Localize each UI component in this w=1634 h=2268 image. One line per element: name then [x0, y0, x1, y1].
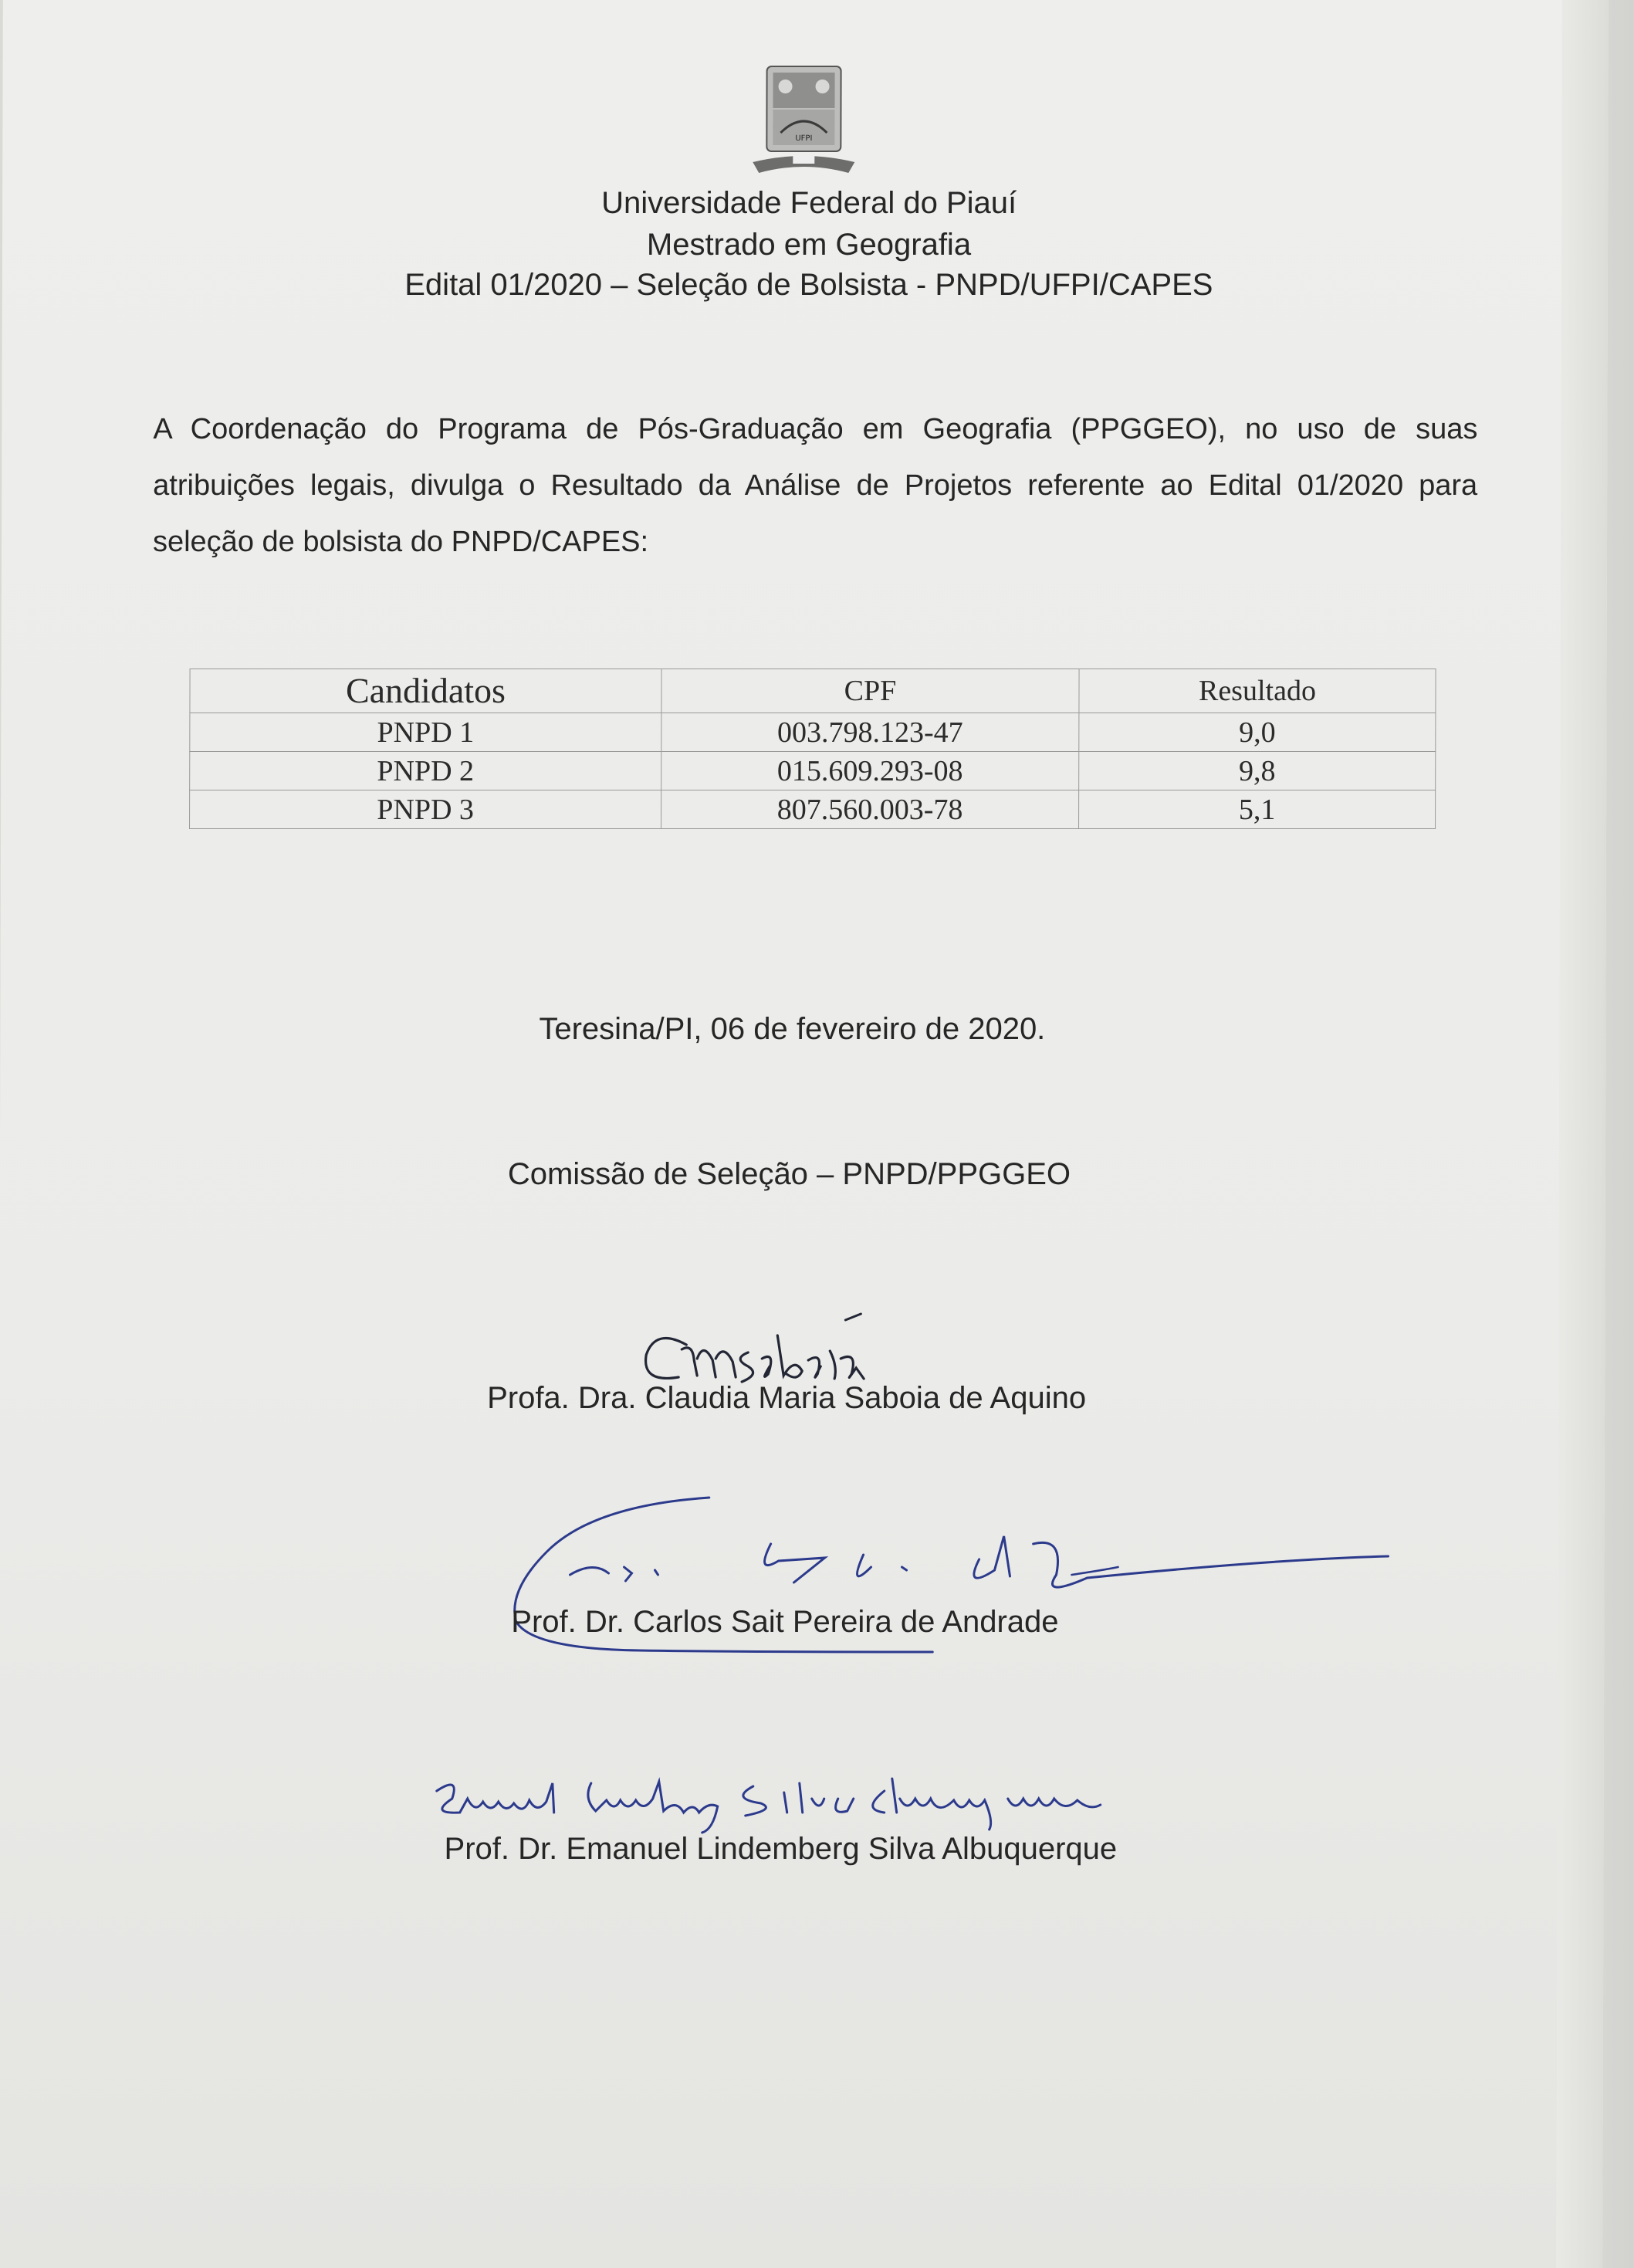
announcement-paragraph: A Coordenação do Programa de Pós-Graduação em Geografia (PPGGEO), no uso de suas atribuições legais, divulga o Resultado da Análise de Projetos referente ao Edital 01/2020 para seleção de bolsista do PNPD/CAPES: [152, 413, 1478, 558]
signatory-name-1: Profa. Dra. Claudia Maria Saboia de Aquino [487, 1381, 1087, 1415]
table-row [190, 752, 1436, 790]
edital-title: Edital 01/2020 – Seleção de Bolsista - PNPD/UFPI/CAPES [404, 268, 1213, 302]
results-table [189, 669, 1436, 829]
program-name: Mestrado em Geografia [646, 228, 972, 262]
place-date: Teresina/PI, 06 de fevereiro de 2020. [539, 1012, 1046, 1046]
svg-text:UFPI: UFPI [795, 134, 813, 143]
table-row [190, 790, 1436, 829]
result-cell: 9,8 [1079, 752, 1436, 790]
signatory-name-3: Prof. Dr. Emanuel Lindemberg Silva Albuquerque [444, 1832, 1118, 1866]
cpf-cell: 015.609.293-08 [661, 752, 1079, 790]
result-cell: 9,0 [1079, 713, 1436, 752]
result-cell: 5,1 [1079, 790, 1436, 829]
ufpi-seal-icon [749, 63, 858, 179]
table-header-row [190, 669, 1436, 713]
committee-name: Comissão de Seleção – PNPD/PPGGEO [507, 1157, 1071, 1191]
col-header-resultado: Resultado [1079, 669, 1436, 713]
cpf-cell: 807.560.003-78 [661, 790, 1079, 829]
col-header-cpf: CPF [661, 669, 1079, 713]
university-name: Universidade Federal do Piauí [601, 186, 1017, 220]
signatory-name-2: Prof. Dr. Carlos Sait Pereira de Andrade [511, 1605, 1059, 1639]
candidate-cell: PNPD 3 [190, 790, 661, 829]
cpf-cell: 003.798.123-47 [661, 713, 1079, 752]
page-edge-shadow [1556, 0, 1609, 2268]
col-header-candidatos: Candidatos [190, 669, 661, 713]
candidate-cell: PNPD 2 [190, 752, 661, 790]
table-row [190, 713, 1436, 752]
candidate-cell: PNPD 1 [190, 713, 661, 752]
signature-albuquerque [421, 1768, 1147, 1837]
